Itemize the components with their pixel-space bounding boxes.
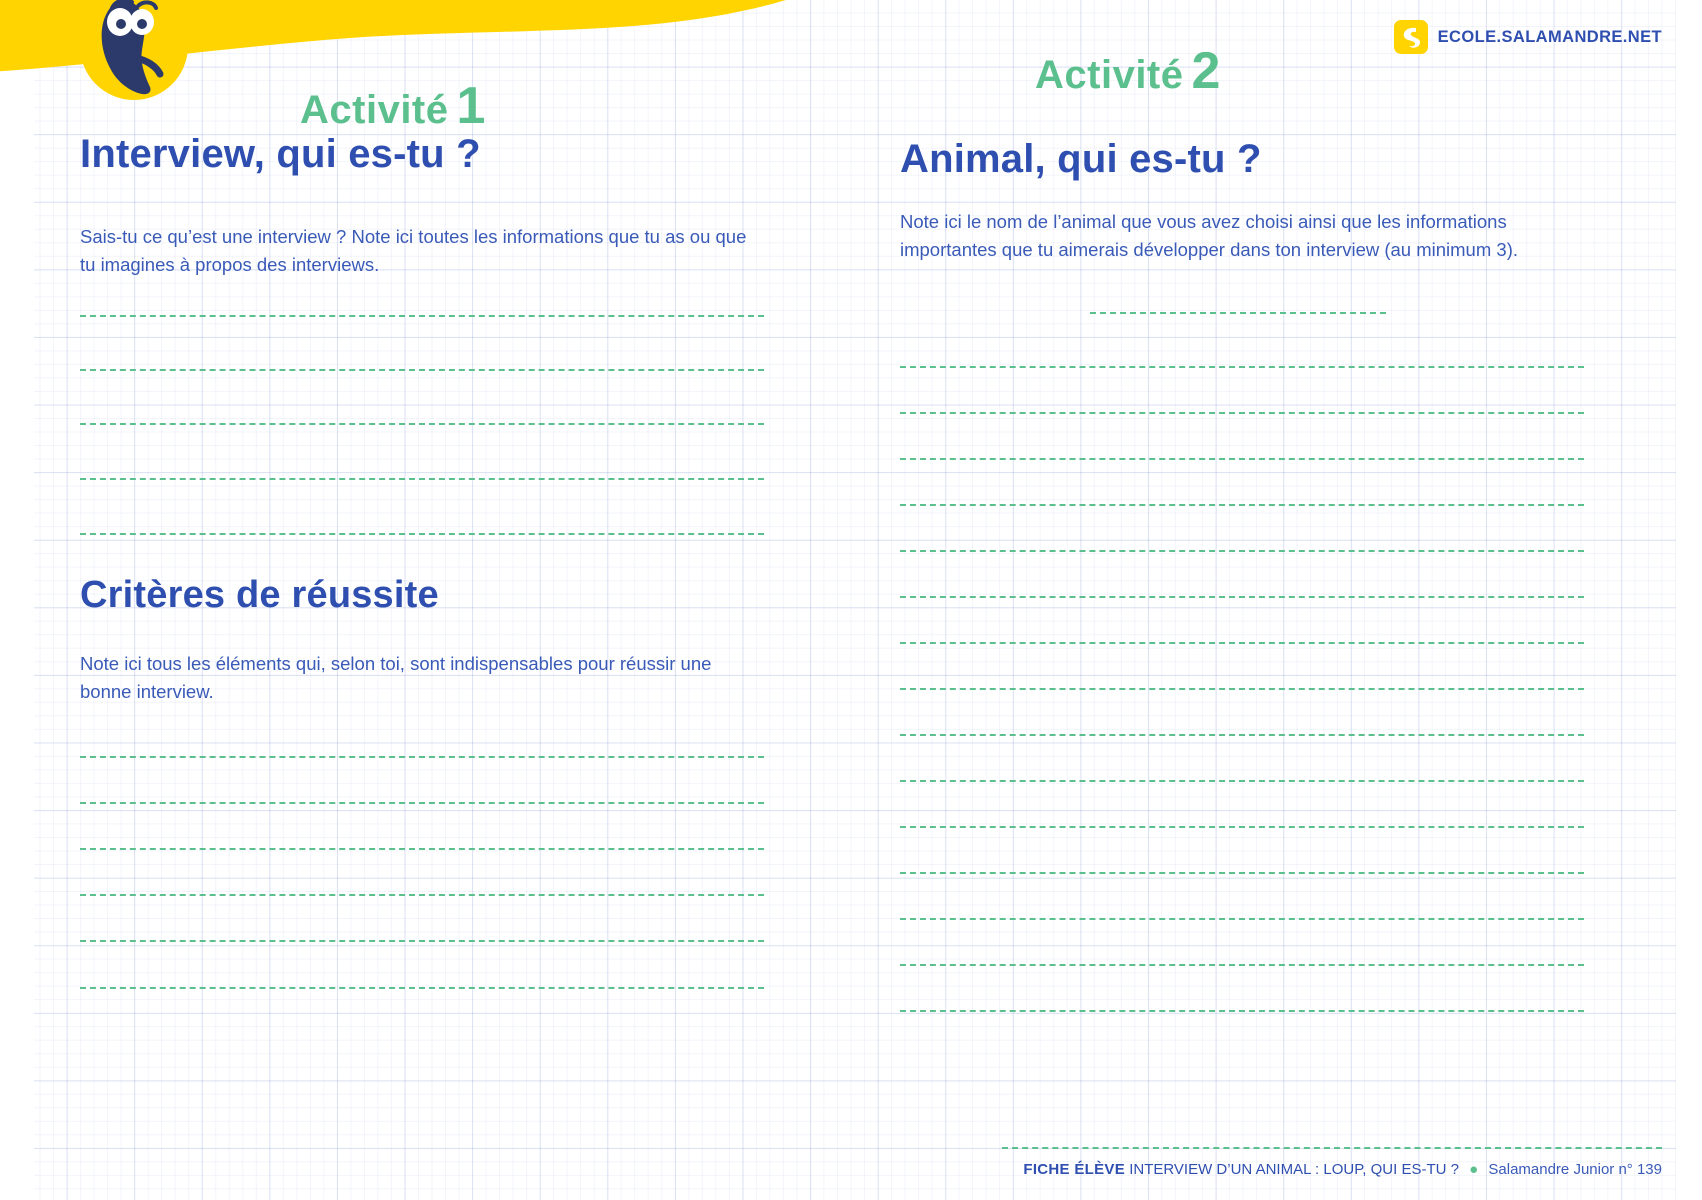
salamander-mascot-icon [76,0,192,104]
writing-line[interactable] [80,987,764,989]
footer-fiche-label: FICHE ÉLÈVE [1023,1161,1126,1178]
activity-1-label-group [300,77,486,135]
page-footer [1002,1147,1662,1178]
activity-1-title: Interview, qui es-tu ? [80,132,481,176]
brand-logo[interactable] [1394,20,1662,54]
writing-line[interactable] [900,688,1584,690]
writing-line[interactable] [900,964,1584,966]
writing-line[interactable] [80,478,764,480]
activity-1-intro: Sais-tu ce qu’est une interview ? Note ici toutes les informations que tu as ou que tu imagines à propos des interviews. [80,226,747,275]
activity-2-label: Activité [1035,53,1184,97]
writing-line[interactable] [80,315,764,317]
criteria-answer-lines[interactable] [80,748,764,989]
animal-name-field[interactable] [1090,312,1386,314]
page-left-margin [0,0,34,1200]
writing-line[interactable] [80,802,764,804]
activity-2-number: 2 [1191,42,1221,100]
page-right-margin [1676,0,1702,1200]
footer-magazine: Salamandre Junior n° 139 [1488,1161,1662,1178]
writing-line[interactable] [900,780,1584,782]
activity-2-heading [900,137,1262,181]
activity-1-number: 1 [456,77,486,135]
writing-line[interactable] [80,369,764,371]
writing-line[interactable] [80,940,764,942]
activity-2-title: Animal, qui es-tu ? [900,137,1262,181]
writing-line[interactable] [900,918,1584,920]
writing-line[interactable] [900,366,1584,368]
activity-2-answer-lines[interactable] [900,356,1584,1012]
writing-line[interactable] [900,412,1584,414]
writing-line[interactable] [900,504,1584,506]
writing-line[interactable] [900,734,1584,736]
brand-site-label: ECOLE.SALAMANDRE.NET [1437,27,1662,46]
writing-line[interactable] [80,848,764,850]
writing-line[interactable] [900,642,1584,644]
criteria-intro: Note ici tous les éléments qui, selon toi, sont indispensables pour réussir une bonne interview. [80,653,712,702]
criteria-title: Critères de réussite [80,574,439,616]
writing-line[interactable] [900,826,1584,828]
activity-1-heading [80,132,481,176]
activity-1-answer-lines[interactable] [80,305,764,535]
footer-title: INTERVIEW D’UN ANIMAL : LOUP, QUI ES-TU ? [1129,1161,1459,1178]
writing-line[interactable] [80,894,764,896]
criteria-heading [80,575,439,617]
writing-line[interactable] [900,872,1584,874]
activity-2-label-group [1035,42,1221,100]
salamander-logo-icon [1394,20,1428,54]
writing-line[interactable] [1090,312,1386,314]
footer-text [1002,1161,1662,1178]
footer-divider [1002,1147,1662,1149]
writing-line[interactable] [80,533,764,535]
writing-line[interactable] [900,1010,1584,1012]
activity-1-label: Activité [300,88,449,132]
activity-2-intro: Note ici le nom de l’animal que vous avez choisi ainsi que les informations importantes que tu aimerais développer dans ton interview (au minimum 3). [900,211,1518,260]
footer-separator-dot: ● [1469,1161,1479,1178]
writing-line[interactable] [80,756,764,758]
writing-line[interactable] [900,550,1584,552]
writing-line[interactable] [900,596,1584,598]
writing-line[interactable] [80,423,764,425]
writing-line[interactable] [900,458,1584,460]
